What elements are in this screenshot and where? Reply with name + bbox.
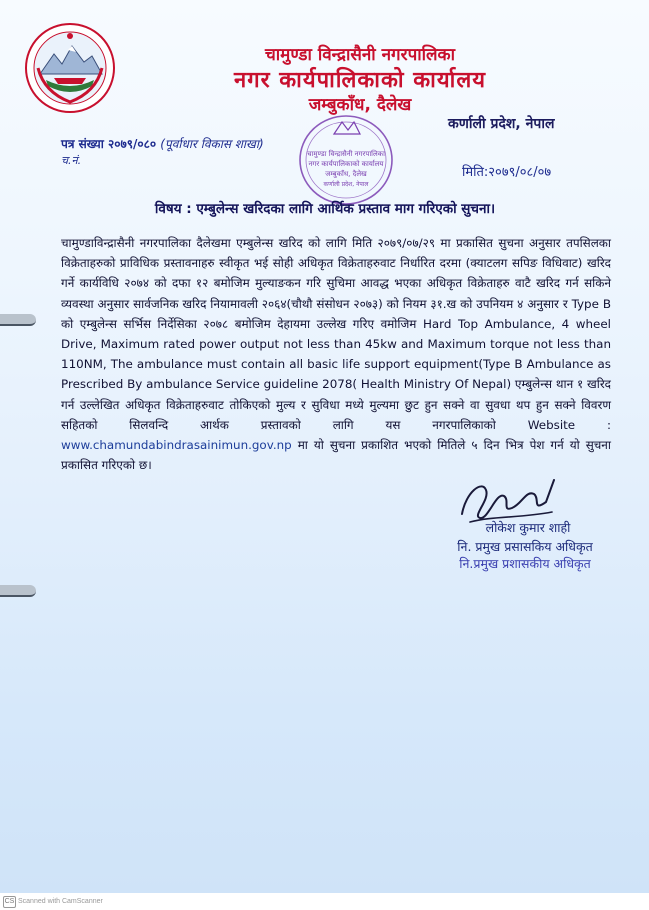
body-text-closing: मा यो सुचना प्रकाशित भएको मितिले ५ दिन भित्र पेश गर्न यो सुचना प्रकासित गरिएको छ। (61, 438, 611, 473)
office-seal-stamp (296, 112, 396, 208)
signatory-name: लोकेश कुमार शाही (485, 520, 571, 535)
seal-text-line1: चामुण्डा विन्द्रासैनी नगरपालिका (307, 150, 385, 158)
camscanner-icon: CS (3, 896, 16, 908)
seal-text-line2: नगर कार्यपालिकाको कार्यालय (308, 160, 384, 168)
letter-reference (61, 135, 264, 152)
nepal-government-emblem-icon (24, 22, 116, 114)
binder-hole-bottom (0, 585, 36, 597)
dispatch-number: च.नं. (61, 154, 82, 167)
seal-text-line4: कर्णाली प्रदेश, नेपाल (323, 181, 369, 188)
body-text-main: चामुण्डाविन्द्रासैनी नगरपालिका दैलेखमा एम्बुलेन्स खरिद को लागि मिति २०७९/०७/२९ मा प्रकासित सुचना अनुसार तपसिलका विक्रेताहरुको प्राविधिक प्रस्तावनाहरु स्वीकृत भई सोही अधिकृत विक्रेताहरुवाट निर्धारित दरमा (क्याटलग सपिङ विधिवाट) खरिद गर्ने कार्यविधि २०७४ को दफा १२ बमोजिम मुल्याङकन गरि सुचिमा आवद्ध भएका अधिकृत विक्रेताहरु वाटै खरिद गर्न सकिने व्यवस्था अनुसार सार्वजनिक खरिद नियामावली २०६४(चौथौ संसोधन २०७३) को नियम ३१.ख को उपनियम ४ अनुसार र Type B को एम्बुलेन्स सर्भिस निर्देसिका २०७८ बमोजिम देहायमा उल्लेख गरिए वमोजिम Hard Top Ambulance, 4 wheel Drive, Maximum rated power output not less than 45kw and Maximum torque not less than 110NM, The ambulance must contain all basic life support equipment(Type B Ambulance as Prescribed By ambulance Service guideline 2078( Health Ministry Of Nepal) एम्बुलेन्स थान १ खरिद गर्न उल्लेखित अधिकृत विक्रेताहरुवाट तोकिएको मुल्य र सुविधा मध्ये मुल्यमा छुट हुन सक्ने वा सुवधा थप हुन सक्ने विवरण सहितको सिलवन्दि आर्थक प्रस्तावको लागि यस नगरपालिकाको Website : (61, 236, 611, 432)
signatory-stamp-title: नि.प्रमुख प्रशासकीय अधिकृत (459, 556, 591, 571)
website-link: www.chamundabindrasainimun.gov.np (61, 438, 292, 453)
notice-subject: विषय : एम्बुलेन्स खरिदका लागि आर्थिक प्रस्ताव माग गरिएको सुचना। (154, 201, 496, 217)
office-name: नगर कार्यपालिकाको कार्यालय (234, 68, 486, 93)
letter-date: मिति:२०७९/०८/०७ (462, 165, 552, 180)
branch-name: (पूर्वाधार विकास शाखा) (160, 137, 264, 151)
binder-hole-top (0, 314, 36, 326)
notice-body (61, 233, 611, 475)
office-location: जम्बुकाँध, दैलेख (308, 95, 412, 115)
letter-number: पत्र संख्या २०७९/०८० (61, 137, 157, 151)
scanner-footer (0, 893, 649, 910)
municipality-name: चामुण्डा विन्द्रासैनी नगरपालिका (264, 45, 456, 65)
scanner-watermark-text: Scanned with CamScanner (18, 898, 103, 905)
province-name: कर्णाली प्रदेश, नेपाल (448, 116, 555, 132)
signatory-title: नि. प्रमुख प्रसासकिय अधिकृत (457, 539, 593, 554)
seal-text-line3: जम्बुकाँध, दैलेख (325, 170, 367, 178)
